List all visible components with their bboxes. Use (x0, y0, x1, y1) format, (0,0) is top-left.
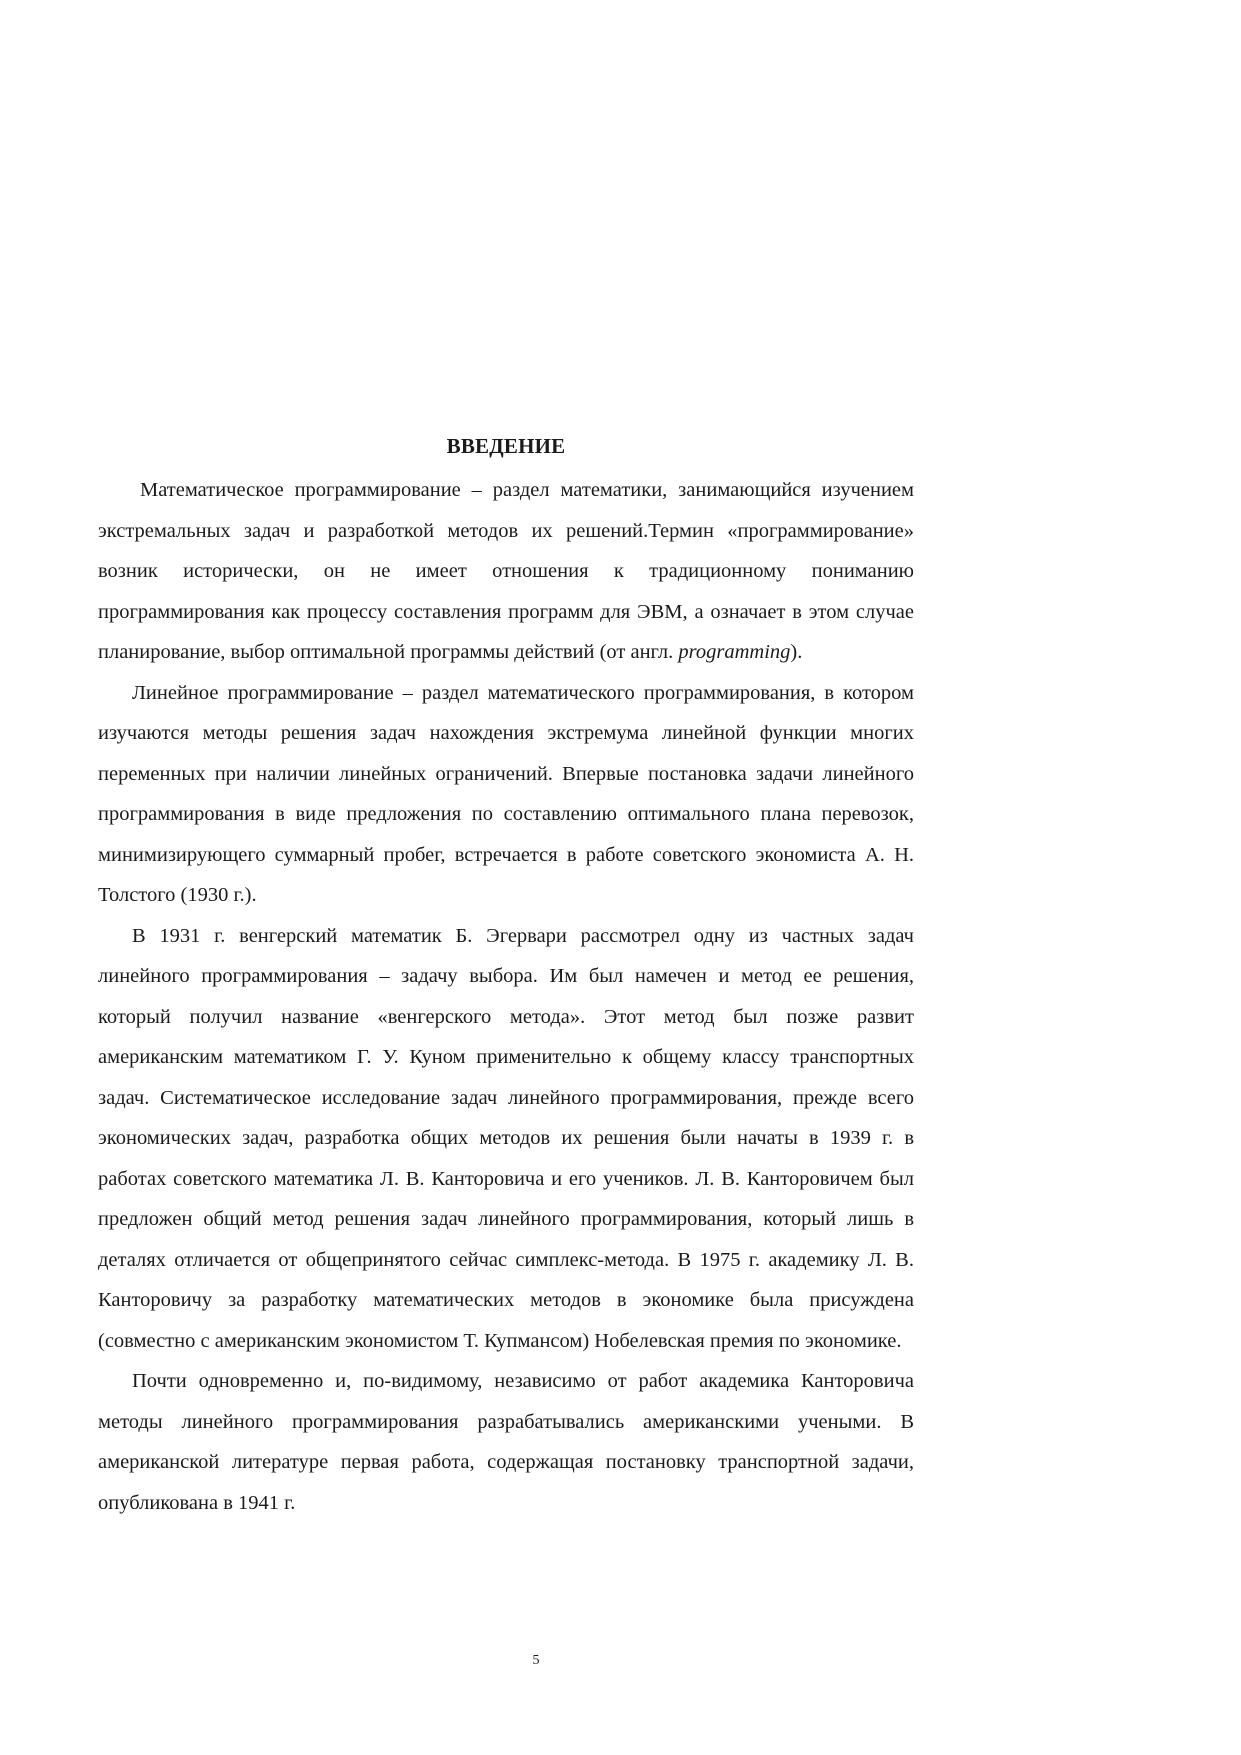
paragraph-3: В 1931 г. венгерский математик Б. Эгервари рассмотрел одну из частных задач линейного программирования – задачу выбора. Им был намечен и метод ее решения, который получил название «венгерского метода». Этот метод был позже развит американским математиком Г. У. Куном применительно к общему классу транспортных задач. Систематическое исследование задач линейного программирования, прежде всего экономических задач, разработка общих методов их решения были начаты в 1939 г. в работах советского математика Л. В. Канторовича и его учеников. Л. В. Канторовичем был предложен общий метод решения задач линейного программирования, который лишь в деталях отличается от общепринятого сейчас симплекс-метода. В 1975 г. академику Л. В. Канторовичу за разработку математических методов в экономике была присуждена (совместно с американским экономистом Т. Купмансом) Нобелевская премия по экономике. (98, 924, 914, 1352)
paragraph-4: Почти одновременно и, по-видимому, независимо от работ академика Канторовича методы линейного программирования разрабатывались американскими учеными. В американской литературе первая работа, содержащая постановку транспортной задачи, опубликована в 1941 г. (98, 1370, 914, 1514)
paragraph-1-tail: ). (790, 641, 803, 663)
paragraph-1 (98, 470, 914, 673)
paragraph-2: Линейное программирование – раздел математического программирования, в котором изучаются методы решения задач нахождения экстремума линейной функции многих переменных при наличии линейных ограничений. Впервые постановка задачи линейного программирования в виде предложения по составлению оптимального плана перевозок, минимизирующего суммарный пробег, встречается в работе советского экономиста А. Н. Толстого (1930 г.). (98, 681, 914, 906)
paragraph-1-italic-term: programming (678, 641, 791, 663)
page-content (98, 432, 914, 1523)
page-number: 5 (532, 1653, 540, 1668)
section-heading: ВВЕДЕНИЕ (446, 434, 566, 458)
paragraph-1-text: Математическое программирование – раздел математики, занимающийся изучением экстремальных задач и разработкой методов их решений.Термин «программирование» возник исторически, он не имеет отношения к традиционному пониманию программирования как процессу составления программ для ЭВМ, а означает в этом случае планирование, выбор оптимальной программы действий (от англ. (98, 479, 914, 663)
